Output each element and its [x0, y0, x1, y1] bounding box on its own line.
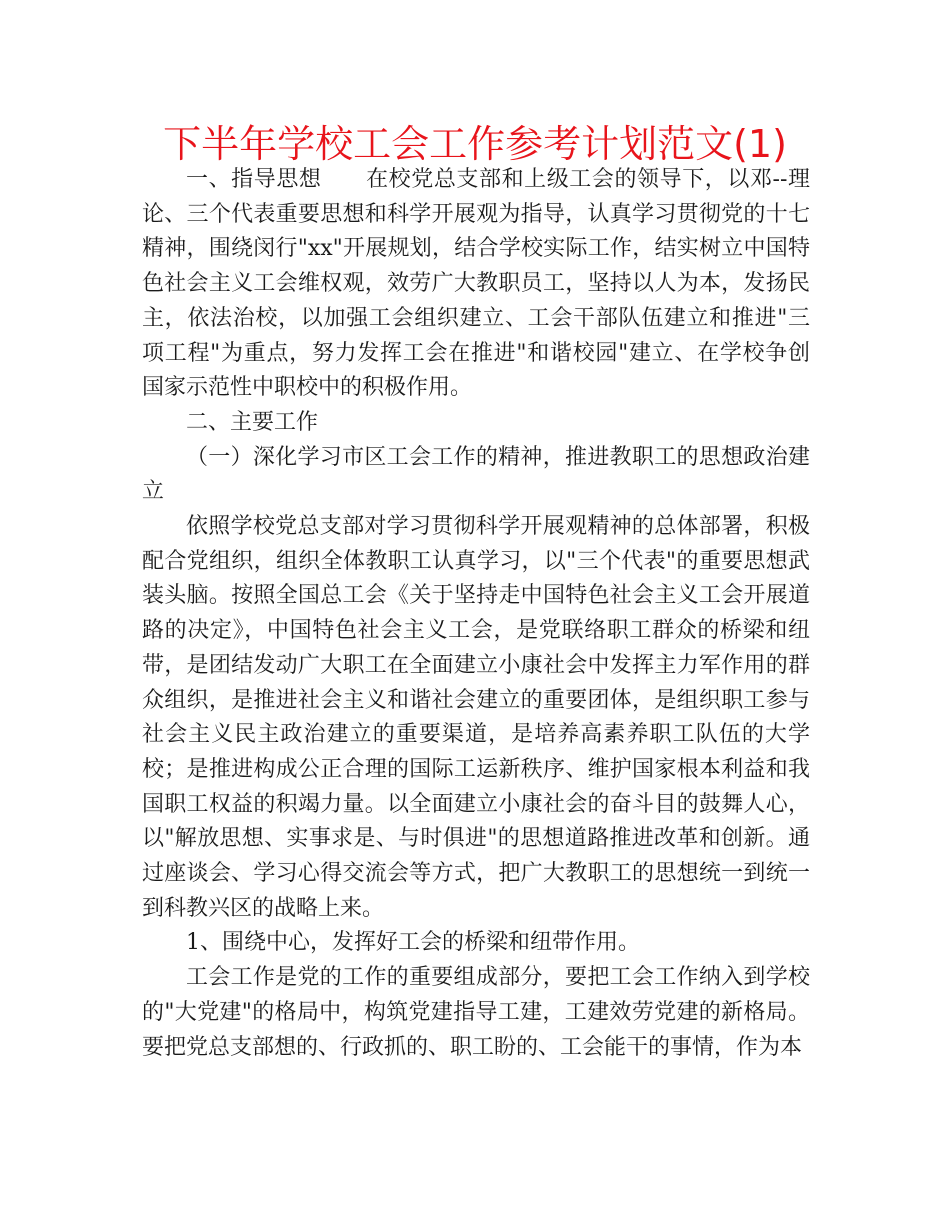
document-body	[142, 163, 810, 1065]
paragraph-study: 依照学校党总支部对学习贯彻科学开展观精神的总体部署，积极配合党组织，组织全体教职工认真学习，以"三个代表"的重要思想武装头脑。按照全国总工会《关于坚持走中国特色社会主义工会开展道路的决定》，中国特色社会主义工会，是党联络职工群众的桥梁和纽带，是团结发动广大职工在全面建立小康社会中发挥主力军作用的群众组织，是推进社会主义和谐社会建立的重要团体，是组织职工参与社会主义民主政治建立的重要渠道，是培养高素养职工队伍的大学校；是推进构成公正合理的国际工运新秩序、维护国家根本利益和我国职工权益的积竭力量。以全面建立小康社会的奋斗目的鼓舞人心，以"解放思想、实事求是、与时俱进"的思想道路推进改革和创新。通过座谈会、学习心得交流会等方式，把广大教职工的思想统一到统一到科教兴区的战略上来。	[142, 514, 810, 921]
subsection-heading-1: （一）深化学习市区工会工作的精神，推进教职工的思想政治建立	[142, 444, 810, 505]
item-heading-1: 1、围绕中心，发挥好工会的桥梁和纽带作用。	[186, 930, 640, 956]
document-title: 下半年学校工会工作参考计划范文(1)	[163, 122, 787, 166]
paragraph-union-work: 工会工作是党的工作的重要组成部分，要把工会工作纳入到学校的"大党建"的格局中，构筑党建指导工建，工建效劳党建的新格局。要把党总支部想的、行政抓的、职工盼的、工会能干的事情，作为本	[142, 965, 810, 1060]
section-heading-main-work: 二、主要工作	[186, 409, 319, 435]
paragraph-text: 在校党总支部和上级工会的领导下，以邓--理论、三个代表重要思想和科学开展观为指导，认真学习贯彻党的十七精神，围绕闵行"xx"开展规划，结合学校实际工作，结实树立中国特色社会主义工会维权观，效劳广大教职员工，坚持以人为本，发扬民主，依法治校，以加强工会组织建立、工会干部队伍建立和推进"三项工程"为重点，努力发挥工会在推进"和谐校园"建立、在学校争创国家示范性中职校中的积极作用。	[142, 167, 810, 401]
section-heading-guiding-ideology: 一、指导思想	[186, 167, 322, 192]
paragraph-guiding-ideology	[142, 163, 810, 406]
